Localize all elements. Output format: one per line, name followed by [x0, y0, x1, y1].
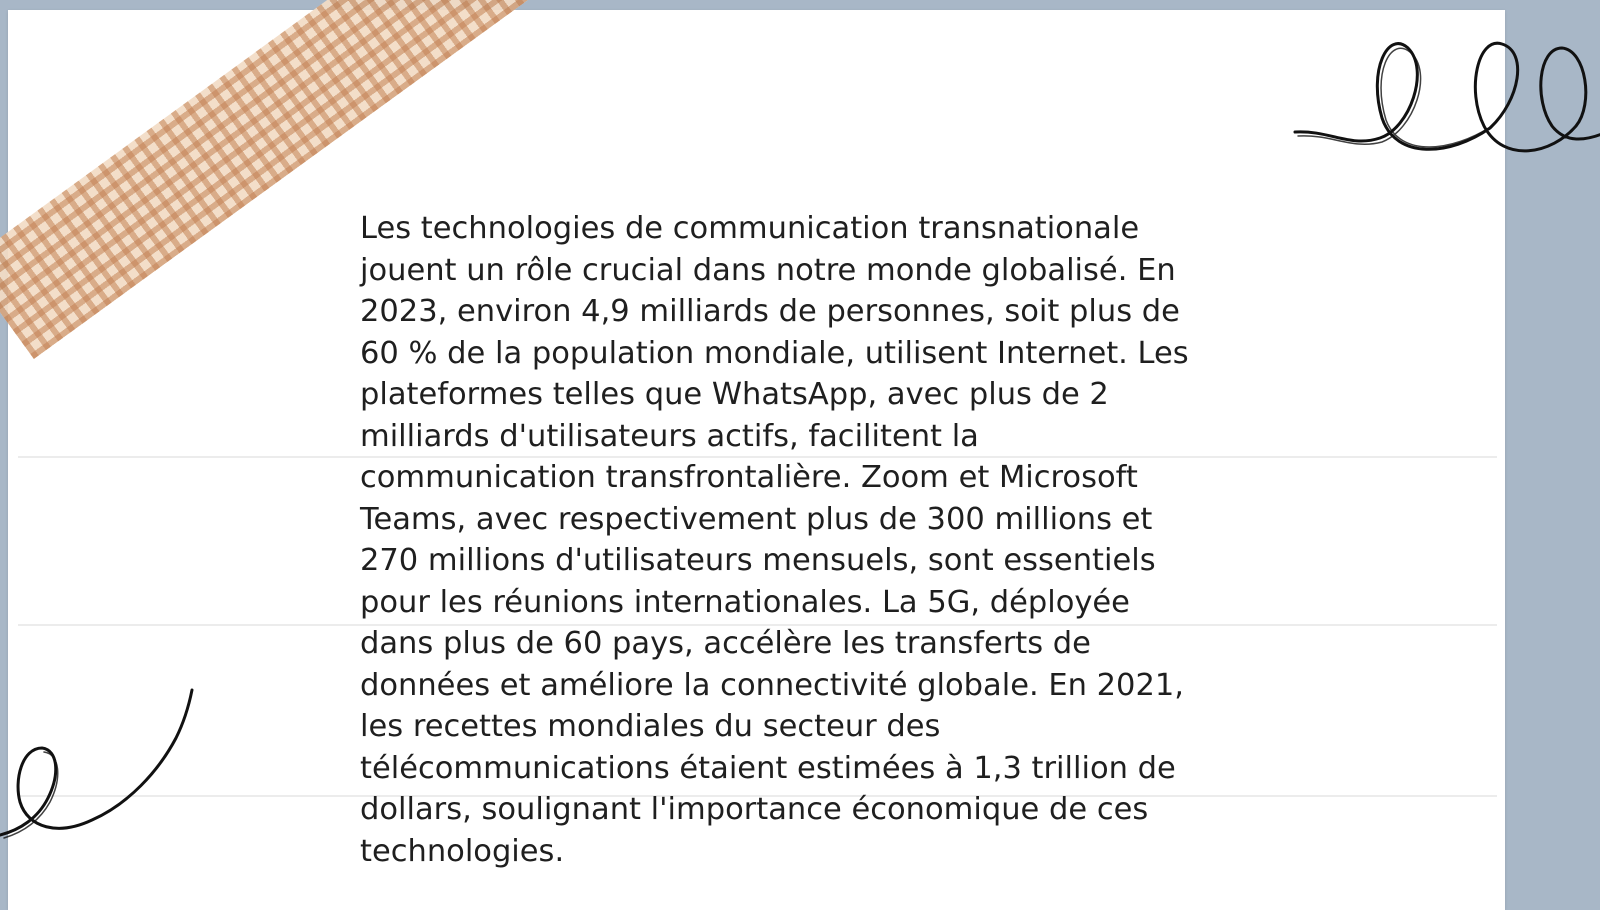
body-paragraph: Les technologies de communication transnationale jouent un rôle crucial dans notre monde globalisé. En 2023, environ 4,9 milliards de personnes, soit plus de 60 % de la population mondiale, utilisent Internet. Les plateformes telles que WhatsApp, avec plus de 2 milliards d'utilisateurs actifs, facilitent la communication transfrontalière. Zoom et Microsoft Teams, avec respectivement plus de 300 millions et 270 millions d'utilisateurs mensuels, sont essentiels pour les réunions internationales. La 5G, déployée dans plus de 60 pays, accélère les transferts de données et améliore la connectivité globale. En 2021, les recettes mondiales du secteur des télécommunications étaient estimées à 1,3 trillion de dollars, soulignant l'importance économique de ces technologies. — [360, 211, 1189, 869]
loop-doodle-top-right — [1290, 30, 1600, 160]
swirl-doodle-bottom-left — [0, 690, 200, 850]
